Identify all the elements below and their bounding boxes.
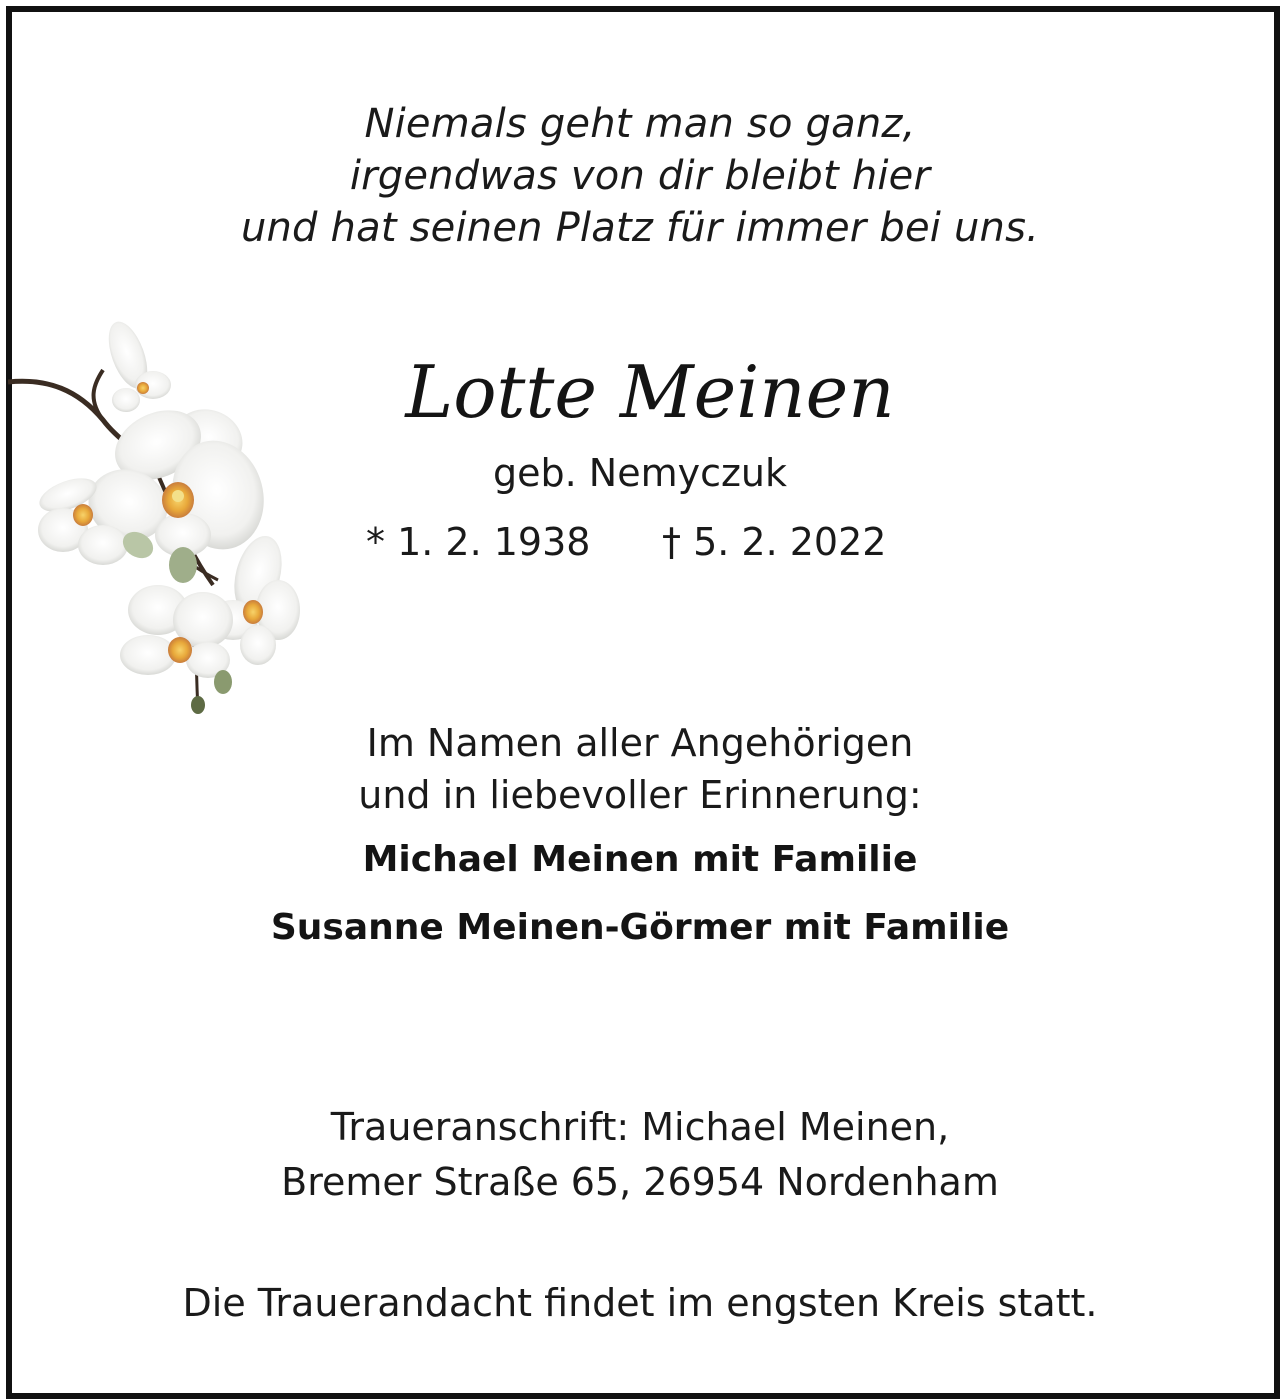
deceased-name: Lotte Meinen: [405, 350, 895, 434]
mourners-intro-line-2: und in liebevoller Erinnerung:: [358, 773, 922, 817]
quote-line-1: Niemals geht man so ganz,: [364, 101, 916, 147]
service-notice: Die Trauerandacht findet im engsten Kreis statt.: [182, 1281, 1098, 1325]
family-1: Michael Meinen mit Familie: [362, 839, 918, 880]
quote-line-3: und hat seinen Platz für immer bei uns.: [240, 205, 1040, 251]
family-2: Susanne Meinen-Görmer mit Familie: [270, 907, 1010, 948]
birth-date: * 1. 2. 1938: [366, 520, 591, 564]
quote-line-2: irgendwas von dir bleibt hier: [349, 153, 931, 199]
death-date: † 5. 2. 2022: [662, 520, 887, 564]
address-line-1: Traueranschrift: Michael Meinen,: [330, 1105, 950, 1149]
mourners-intro-line-1: Im Namen aller Angehörigen: [366, 721, 914, 765]
birth-name: geb. Nemyczuk: [492, 451, 788, 495]
address-line-2: Bremer Straße 65, 26954 Nordenham: [281, 1160, 999, 1204]
